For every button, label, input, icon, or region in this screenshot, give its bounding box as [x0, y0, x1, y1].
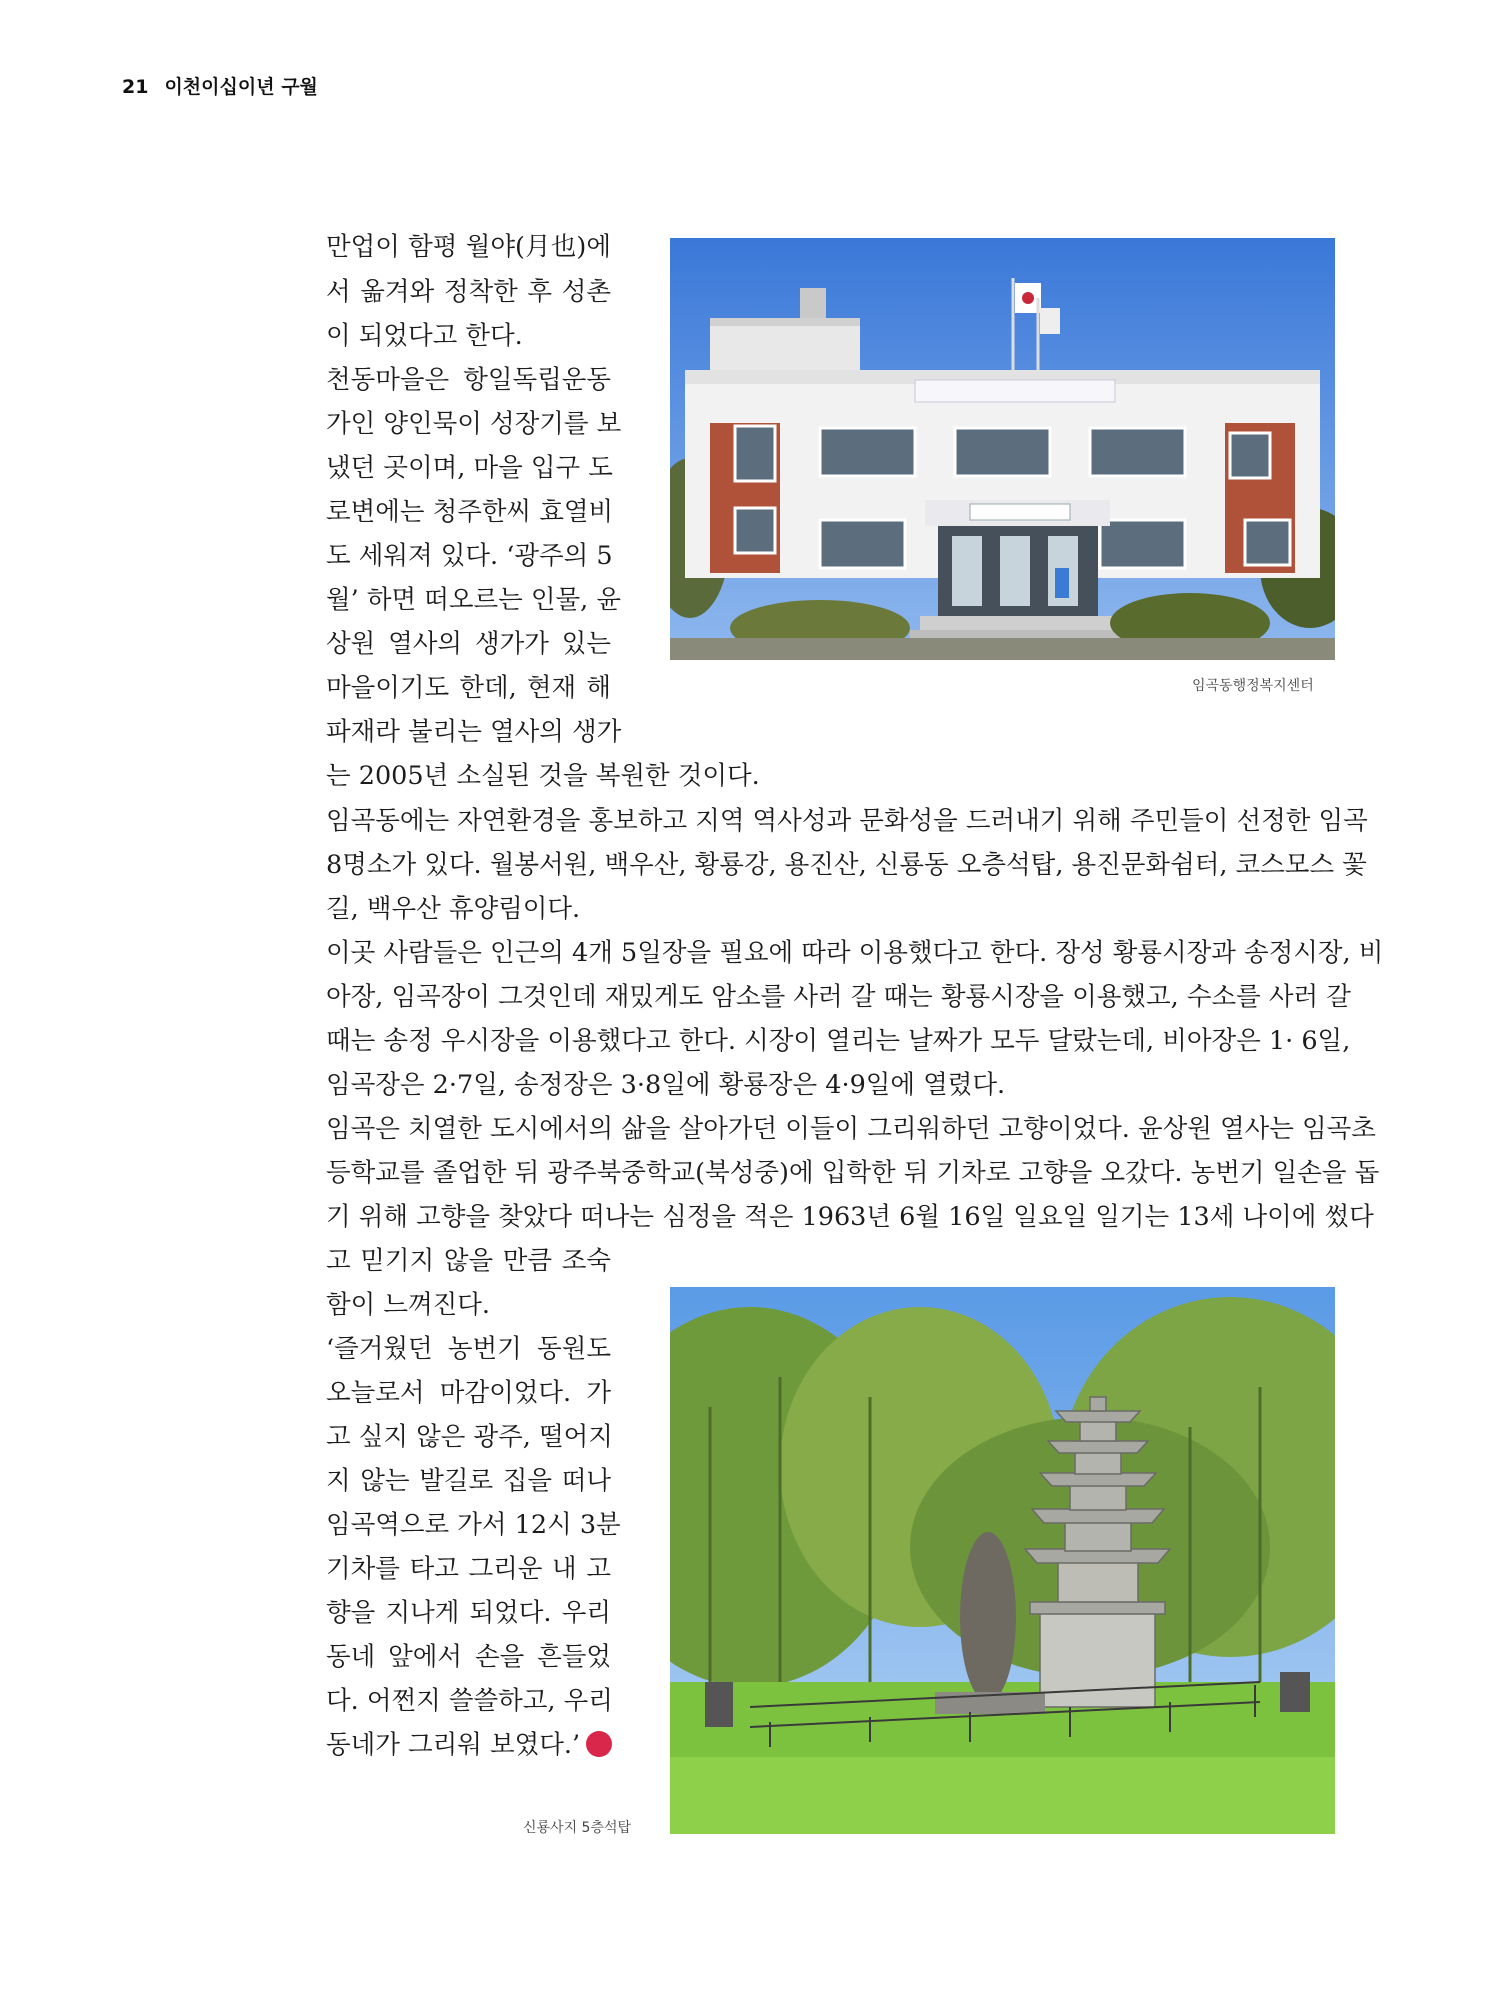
welfare-center-illustration: [670, 238, 1335, 660]
photo-welfare-center: [670, 238, 1335, 660]
text-line: 이곳 사람들은 인근의 4개 5일장을 필요에 따라 이용했다고 한다. 장성 황룡시장과 송정시장, 비: [326, 938, 1384, 968]
text-line: 가인 양인묵이 성장기를 보: [326, 409, 622, 439]
page-number: 21: [122, 76, 149, 98]
caption-welfare-center: 임곡동행정복지센터: [1192, 678, 1314, 694]
gwangju-seal-icon: [586, 1731, 612, 1757]
text-line: 고 믿기지 않을 만큼 조숙: [326, 1246, 611, 1276]
text-line: 기차를 타고 그리운 내 고: [326, 1554, 611, 1584]
text-line: 냈던 곳이며, 마을 입구 도: [326, 453, 613, 483]
text-line: 동네가 그리워 보였다.’: [326, 1730, 581, 1760]
text-line: 월’ 하면 떠오르는 인물, 윤: [326, 585, 621, 615]
text-line-with-seal: [326, 1730, 612, 1760]
text-line: 임곡동에는 자연환경을 홍보하고 지역 역사성과 문화성을 드러내기 위해 주민들이 선정한 임곡: [326, 806, 1368, 836]
text-line: 상원 열사의 생가가 있는: [326, 629, 611, 659]
text-line: 때는 송정 우시장을 이용했다고 한다. 시장이 열리는 날짜가 모두 달랐는데, 비아장은 1· 6일,: [326, 1026, 1351, 1056]
page-header: [122, 72, 318, 99]
text-line: ‘즐거웠던 농번기 동원도: [326, 1334, 611, 1364]
text-line: 임곡장은 2·7일, 송정장은 3·8일에 황룡장은 4·9일에 열렸다.: [326, 1070, 1006, 1100]
text-line: 이 되었다고 한다.: [326, 321, 523, 351]
text-line: 고 싶지 않은 광주, 떨어지: [326, 1422, 613, 1452]
stone-pagoda-illustration: [670, 1287, 1335, 1834]
text-line: 서 옮겨와 정착한 후 성촌: [326, 277, 611, 307]
text-line: 임곡역으로 가서 12시 3분: [326, 1510, 621, 1540]
text-line: 향을 지나게 되었다. 우리: [326, 1598, 611, 1628]
text-line: 파재라 불리는 열사의 생가: [326, 717, 622, 747]
text-line: 등학교를 졸업한 뒤 광주북중학교(북성중)에 입학한 뒤 기차로 고향을 오갔다. 농번기 일손을 돕: [326, 1158, 1380, 1188]
photo-stone-pagoda: [670, 1287, 1335, 1834]
caption-stone-pagoda: 신룡사지 5층석탑: [523, 1820, 632, 1836]
text-line: 8명소가 있다. 월봉서원, 백우산, 황룡강, 용진산, 신룡동 오층석탑, 용진문화쉼터, 코스모스 꽃: [326, 850, 1367, 880]
text-line: 만업이 함평 월야(月也)에: [326, 232, 611, 262]
text-line: 아장, 임곡장이 그것인데 재밌게도 암소를 사러 갈 때는 황룡시장을 이용했고, 수소를 사러 갈: [326, 982, 1351, 1012]
text-line: 는 2005년 소실된 것을 복원한 것이다.: [326, 761, 760, 791]
text-line: 도 세워져 있다. ‘광주의 5: [326, 541, 613, 571]
text-line: 동네 앞에서 손을 흔들었: [326, 1642, 611, 1672]
text-line: 기 위해 고향을 찾았다 떠나는 심정을 적은 1963년 6월 16일 일요일 일기는 13세 나이에 썼다: [326, 1202, 1374, 1232]
text-line: 오늘로서 마감이었다. 가: [326, 1378, 611, 1408]
book-title: 이천이십이년 구월: [164, 76, 318, 98]
text-line: 길, 백우산 휴양림이다.: [326, 894, 581, 924]
text-line: 임곡은 치열한 도시에서의 삶을 살아가던 이들이 그리워하던 고향이었다. 윤상원 열사는 임곡초: [326, 1114, 1376, 1144]
text-line: 함이 느껴진다.: [326, 1290, 491, 1320]
text-line: 마을이기도 한데, 현재 해: [326, 673, 611, 703]
text-line: 천동마을은 항일독립운동: [326, 365, 611, 395]
text-line: 다. 어쩐지 쓸쓸하고, 우리: [326, 1686, 613, 1716]
text-line: 로변에는 청주한씨 효열비: [326, 497, 614, 527]
text-line: 지 않는 발길로 집을 떠나: [326, 1466, 611, 1496]
